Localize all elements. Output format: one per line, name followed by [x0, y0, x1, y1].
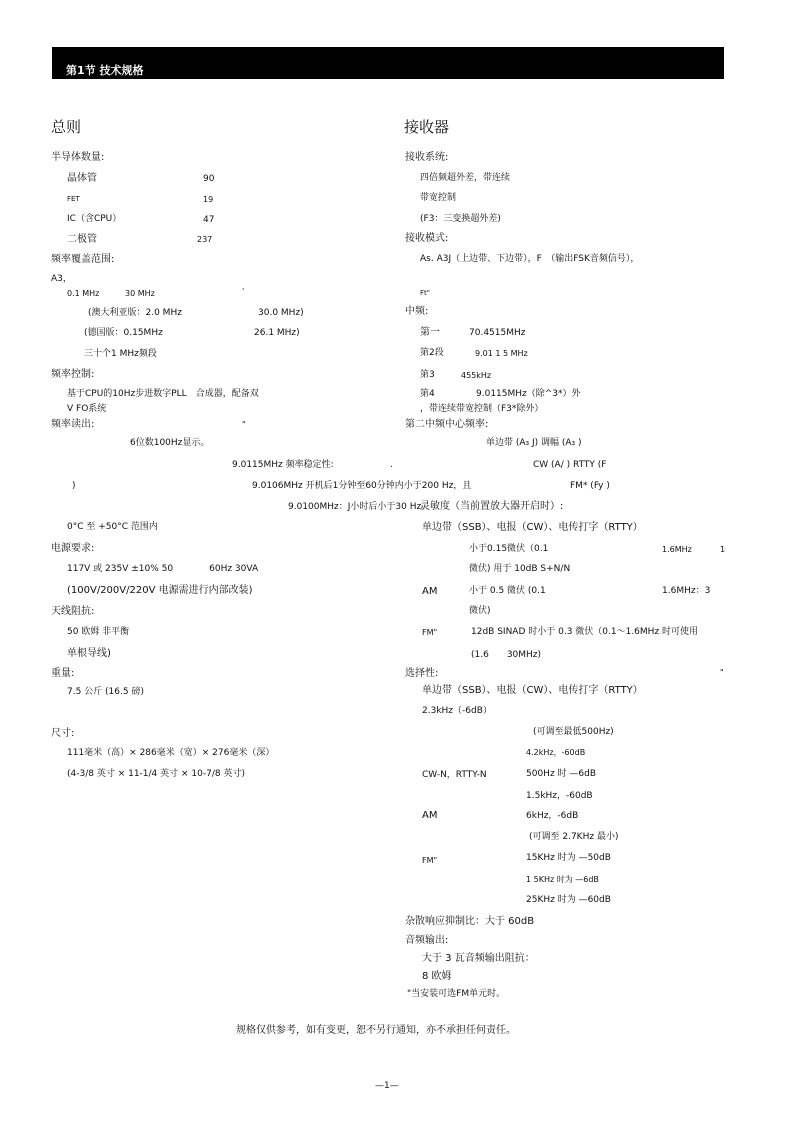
modes-line-2: Ft" [420, 289, 430, 297]
freq-range-modes: A3， [51, 274, 72, 284]
if3-value: 455kHz [461, 371, 492, 380]
system-line-3: (F3：三变换超外差) [420, 214, 501, 224]
transistors-label: 晶体管 [67, 173, 97, 184]
if3-label: 第3 [420, 370, 435, 380]
readout-value: 6位数100Hz显示。 [130, 438, 210, 448]
audio-line-1: 大于 3 瓦音频输出阻抗： [422, 953, 535, 964]
size-label: 尺寸: [51, 728, 75, 739]
sel-fm-3: 25KHz 时为 —60dB [526, 895, 611, 905]
section-header-bar [52, 47, 724, 79]
sel-modes: 单边带（SSB）、电报（CW）、电传打字（RTTY） [422, 685, 643, 696]
receiver-heading: 接收器 [404, 118, 450, 136]
range-mark: ' [242, 287, 245, 296]
sens-ssb-4: 微伏) 用于 10dB S+N/N [469, 564, 571, 574]
power-line-1: 117V 或 235V ±10% 50 60Hz 30VA [67, 564, 259, 574]
ger-range: (德国版：0.15MHz [84, 328, 163, 338]
if4-value: 9.0115MHz（除^3*）外 [476, 389, 581, 399]
page-number: —1— [375, 1081, 399, 1091]
size-line-1: 111毫米（高）× 286毫米（宽）× 276毫米（深） [67, 748, 275, 758]
paren-close: ) [72, 481, 76, 491]
audio-line-2: 8 欧姆 [422, 971, 452, 982]
diodes-value: 237 [197, 235, 213, 244]
system-line-1: 四倍频超外差，带连续 [420, 173, 511, 183]
antenna-line-1: 50 欧姆 非平衡 [67, 627, 130, 637]
freq-readout-label: 频率读出: [51, 419, 95, 430]
sel-am-label: AM [422, 810, 438, 821]
selectivity-label: 选择性: [405, 668, 439, 679]
aus-range: (澳大利亚版：2.0 MHz [88, 308, 182, 318]
sel-fm-1: 15KHz 时为 —50dB [526, 853, 611, 863]
ssb-mod: 单边带 (A₃ J) 调幅 (A₃ ) [486, 438, 582, 448]
selectivity-mark: " [720, 668, 724, 677]
sens-ssb-3: 1 [720, 545, 726, 554]
stability-line-1: 9.0106MHz 开机后1分钟至60分钟内小于200 Hz，且 [252, 481, 472, 491]
sel-am-2: (可调至 2.7KHz 最小) [529, 832, 619, 842]
fet-label: FET [67, 195, 80, 203]
modes-line-1: As. A3J（上边带、下边带），F （输出FSK音频信号）， [420, 254, 640, 264]
power-line-2: (100V/200V/220V 电源需进行内部改装) [67, 585, 253, 596]
stability-line-2: 9.0100MHz：J小时后小于30 Hz。 [288, 502, 431, 512]
bands: 三十个1 MHz频段 [84, 349, 157, 359]
cw-rtty: CW (A/ ) RTTY (F [533, 460, 607, 470]
ic-value: 47 [203, 215, 215, 225]
modes-label: 接收模式: [405, 233, 449, 244]
sel-cwn-1: 500Hz 时 —6dB [526, 769, 597, 779]
disclaimer: 规格仅供参考，如有变更，恕不另行通知，亦不承担任何责任。 [236, 1025, 516, 1036]
if-label: 中频: [405, 306, 429, 317]
power-label: 电源要求: [51, 543, 95, 554]
ger-range-high: 26.1 MHz) [254, 328, 300, 338]
sens-fm-2: (1.6 30MHz) [471, 650, 542, 660]
sens-am-3: 微伏) [469, 606, 491, 616]
sel-fm-2: 1 5KHz 时为 —6dB [526, 875, 599, 884]
sens-ssb-2: 1.6MHz [662, 545, 692, 554]
if4-note: ，带连续带宽控制（F3*除外） [420, 404, 544, 414]
sens-fm-label: FM" [422, 628, 438, 637]
if4-label: 第4 [420, 389, 435, 399]
sens-modes: 单边带（SSB）、电报（CW）、电传打字（RTTY） [422, 522, 643, 533]
spurious: 杂散响应抑制比：大于 60dB [405, 916, 535, 927]
sens-am-1: 小于 0.5 微伏 (0.1 [469, 586, 546, 596]
freq-range-label: 频率覆盖范围: [51, 254, 115, 265]
audio-label: 音频输出: [405, 935, 449, 946]
sel-line-3: 4.2kHz，-60dB [526, 748, 586, 757]
sel-fm-label: FM" [422, 856, 438, 865]
semiconductors-label: 半导体数量: [51, 152, 105, 163]
sens-ssb-1: 小于0.15微伏（0.1 [469, 544, 549, 554]
general-heading: 总则 [51, 118, 82, 136]
size-line-2: (4-3/8 英寸 × 11-1/4 英寸 × 10-7/8 英寸) [67, 769, 245, 779]
aus-range-high: 30.0 MHz) [258, 308, 304, 318]
if1-label: 第一 [420, 327, 440, 338]
readout-mark: " [242, 420, 246, 429]
if1-value: 70.4515MHz [469, 328, 526, 338]
sens-am-2: 1.6MHz：3 [662, 586, 711, 596]
if2-label: 第2段 [420, 348, 444, 358]
freq-control-line-2: V FO系统 [67, 404, 107, 414]
sel-cwn-2: 1.5kHz，-60dB [526, 791, 593, 801]
weight-label: 重量: [51, 668, 75, 679]
temp-range: 0°C 至 +50°C 范围内 [67, 522, 158, 532]
sel-am-1: 6kHz，-6dB [526, 811, 579, 821]
antenna-line-2: 单根导线) [67, 648, 111, 659]
range-high: 30 MHz [125, 289, 155, 298]
diodes-label: 二极管 [67, 234, 97, 245]
fm-note: "当安装可选FM单元时。 [407, 989, 506, 999]
sens-am-label: AM [422, 586, 438, 597]
freq-control-label: 频率控制: [51, 369, 95, 380]
stability-dot: . [390, 460, 393, 470]
transistors-value: 90 [203, 174, 215, 184]
sel-line-1: 2.3kHz（-6dB） [422, 706, 492, 716]
second-if-label: 第二中频中心频率: [405, 419, 489, 430]
antenna-label: 天线阻抗: [51, 606, 95, 617]
weight-value: 7.5 公斤 (16.5 磅) [67, 687, 144, 697]
sens-fm-1: 12dB SINAD 时小于 0.3 微伏（0.1〜1.6MHz 时可使用 [471, 627, 699, 637]
if2-value: 9.01 1 5 MHz [475, 349, 528, 358]
freq-control-line-1: 基于CPU的10Hz步进数字PLL 合成器，配备双 [67, 389, 259, 399]
sel-line-2: (可调至最低500Hz) [533, 727, 614, 737]
sel-cwn-label: CW-N，RTTY-N [422, 770, 487, 780]
system-line-2: 带宽控制 [420, 193, 457, 203]
stability-label: 9.0115MHz 频率稳定性: [232, 460, 334, 470]
fm-fy: FM* (Fy ) [570, 481, 610, 491]
section-title: 第1节 技术规格 [66, 64, 144, 77]
fet-value: 19 [203, 195, 214, 204]
ic-label: IC（含CPU） [67, 214, 122, 224]
system-label: 接收系统: [405, 152, 449, 163]
range-low: 0.1 MHz [67, 289, 100, 298]
sensitivity-label: 灵敏度（当前置放大器开启时）: [420, 501, 564, 512]
